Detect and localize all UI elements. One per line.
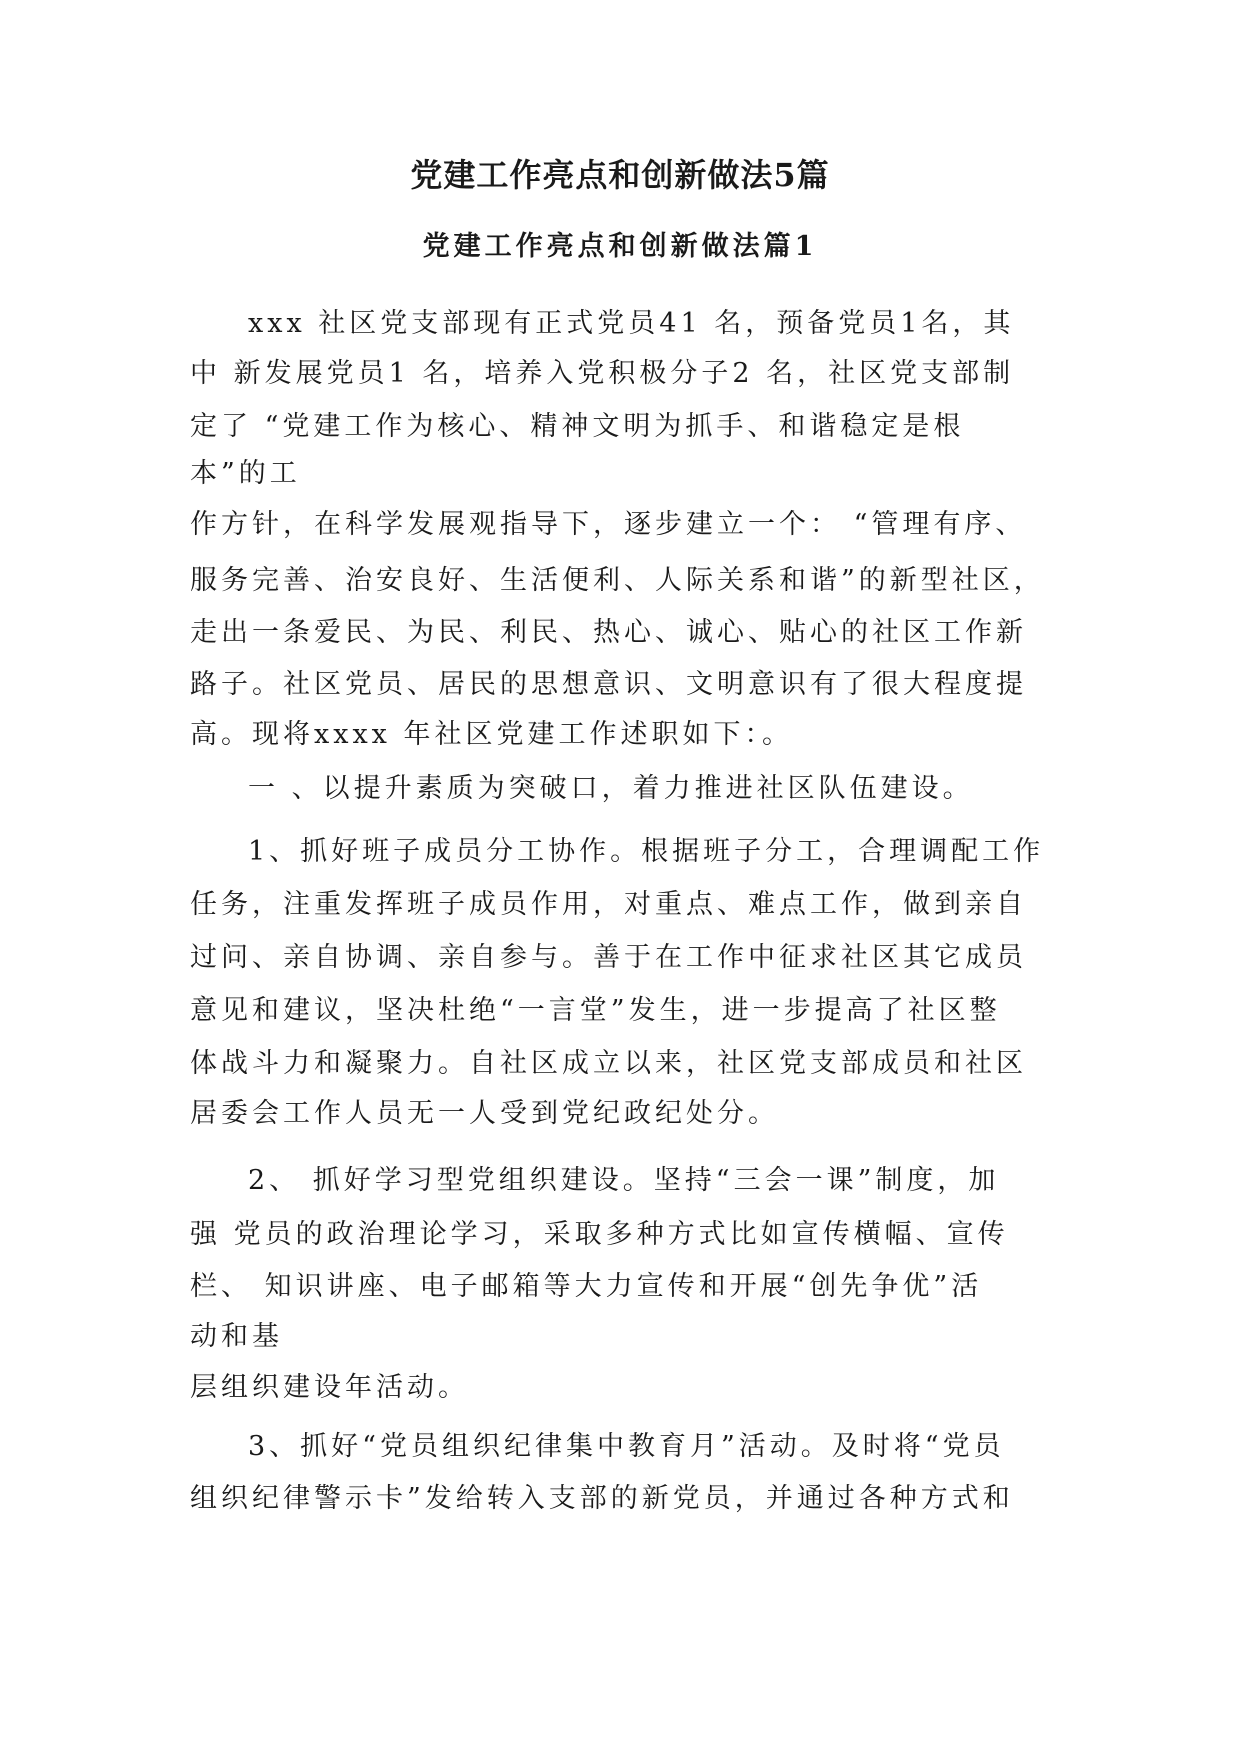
body-line: 栏、 知识讲座、电子邮箱等大力宣传和开展“创先争优”活: [190, 1271, 983, 1302]
body-line: 1、抓好班子成员分工协作。根据班子分工，合理调配工作: [248, 836, 1045, 867]
body-line: 定了 “党建工作为核心、精神文明为抓手、和谐稳定是根: [190, 411, 965, 442]
body-line: 本”的工: [190, 458, 301, 489]
body-line: 一 、以提升素质为突破口，着力推进社区队伍建设。: [248, 773, 974, 804]
body-line: 作方针，在科学发展观指导下，逐步建立一个： “管理有序、: [190, 509, 1027, 540]
body-line: 任务，注重发挥班子成员作用，对重点、难点工作，做到亲自: [190, 889, 1027, 920]
body-line: 动和基: [190, 1321, 283, 1352]
body-line: 2、 抓好学习型党组织建设。坚持“三会一课”制度，加: [248, 1165, 1000, 1196]
body-line: 中 新发展党员1 名，培养入党积极分子2 名，社区党支部制: [190, 358, 1015, 389]
body-line: 意见和建议，坚决杜绝“一言堂”发生，进一步提高了社区整: [190, 995, 1001, 1026]
body-line: xxx 社区党支部现有正式党员41 名，预备党员1名，其: [248, 308, 1015, 339]
body-line: 过问、亲自协调、亲自参与。善于在工作中征求社区其它成员: [190, 942, 1027, 973]
body-line: 3、抓好“党员组织纪律集中教育月”活动。及时将“党员: [248, 1431, 1005, 1462]
body-line: 服务完善、治安良好、生活便利、人际关系和谐”的新型社区，: [190, 565, 1045, 596]
body-line: 路子。社区党员、居民的思想意识、文明意识有了很大程度提: [190, 669, 1027, 700]
document-title: 党建工作亮点和创新做法5篇: [410, 156, 830, 194]
body-line: 居委会工作人员无一人受到党纪政纪处分。: [190, 1098, 779, 1129]
section-subtitle: 党建工作亮点和创新做法篇1: [422, 231, 818, 262]
body-line: 体战斗力和凝聚力。自社区成立以来，社区党支部成员和社区: [190, 1048, 1027, 1079]
body-line: 组织纪律警示卡”发给转入支部的新党员，并通过各种方式和: [190, 1483, 1014, 1514]
body-line: 层组织建设年活动。: [190, 1372, 469, 1403]
body-line: 走出一条爱民、为民、利民、热心、诚心、贴心的社区工作新: [190, 617, 1027, 648]
body-line: 强 党员的政治理论学习，采取多种方式比如宣传横幅、宣传: [190, 1219, 1009, 1250]
body-line: 高。现将xxxx 年社区党建工作述职如下：。: [190, 719, 793, 750]
